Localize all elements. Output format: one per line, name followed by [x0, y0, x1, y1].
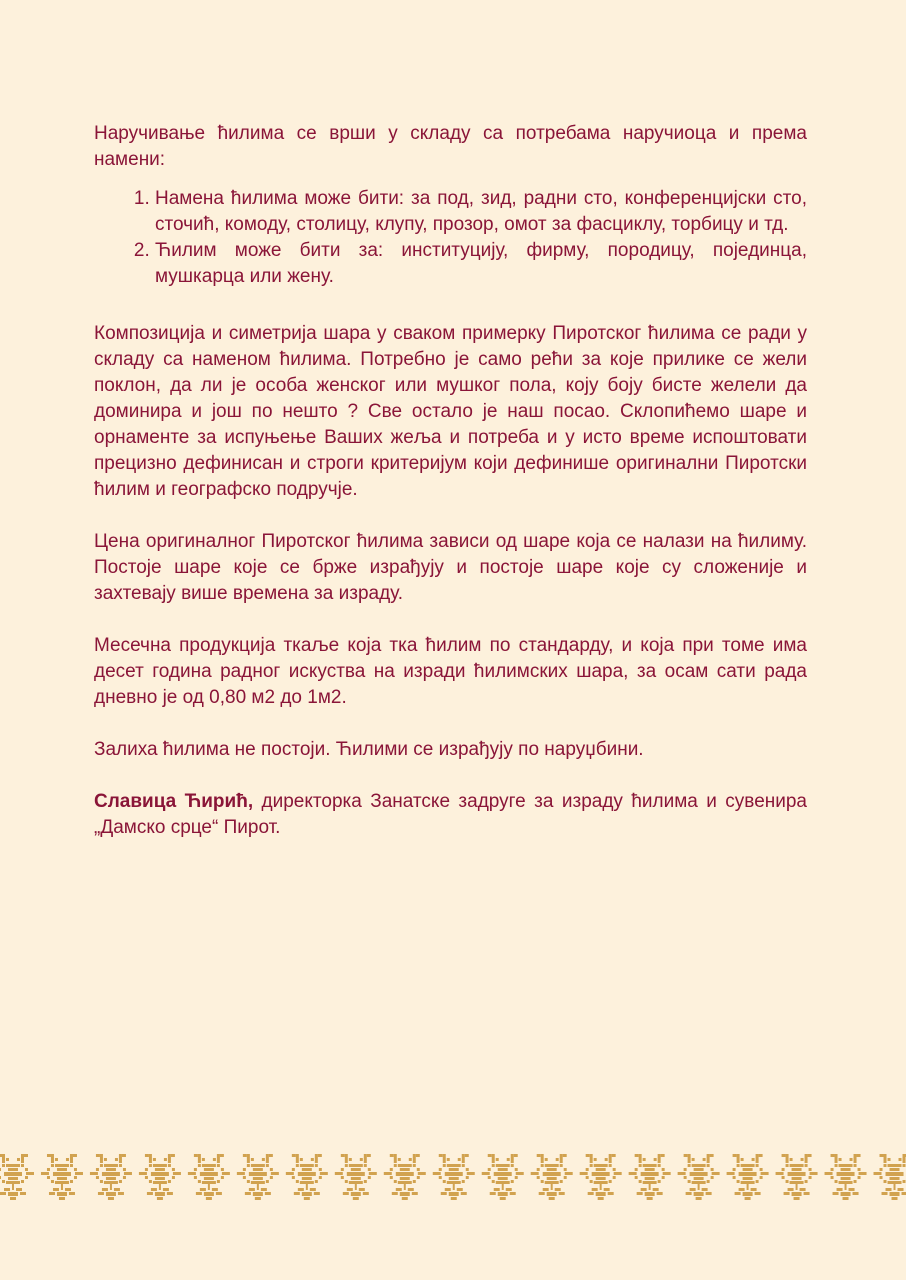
document-body: [94, 121, 807, 841]
pirot-kilim-motif-icon: [0, 1154, 34, 1200]
signature-paragraph: [94, 789, 807, 841]
list-item: 2. Ћилим може бити за: институцију, фирму, породицу, појединца, мушкарца или жену.: [155, 238, 807, 290]
purpose-list: [94, 186, 807, 290]
pirot-kilim-motif-icon: [335, 1154, 377, 1200]
pirot-kilim-motif-icon: [580, 1154, 622, 1200]
pirot-kilim-motif-icon: [678, 1154, 720, 1200]
price-paragraph: Цена оригиналног Пиротског ћилима зависи од шаре која се налази на ћилиму. Постоје шаре које се брже израђују и постоје шаре које су сложеније и захтевају више времена за израду.: [94, 531, 807, 604]
pirot-kilim-motif-icon: [188, 1154, 230, 1200]
pirot-kilim-motif-icon: [874, 1154, 906, 1200]
author-name: Славица Ћирић,: [94, 791, 254, 812]
stock-paragraph: Залиха ћилима не постоји. Ћилими се израђују по наруџбини.: [94, 739, 644, 760]
production-paragraph: Месечна продукција ткаље која тка ћилим по стандарду, и која при томе има десет година радног искуства на изради ћилимских шара, за осам сати рада дневно је од 0,80 м2 до 1м2.: [94, 635, 807, 708]
pirot-kilim-motif-icon: [776, 1154, 818, 1200]
pirot-kilim-motif-icon: [139, 1154, 181, 1200]
pirot-kilim-motif-icon: [629, 1154, 671, 1200]
pirot-kilim-motif-icon: [531, 1154, 573, 1200]
ornament-border: [0, 1150, 906, 1206]
pirot-kilim-motif-icon: [90, 1154, 132, 1200]
list-item: 1. Намена ћилима може бити: за под, зид, радни сто, конференцијски сто, сточић, комоду, столицу, клупу, прозор, омот за фасциклу, торбицу и тд.: [155, 186, 807, 238]
composition-paragraph: Композиција и симетрија шара у сваком примерку Пиротског ћилима се ради у складу са наменом ћилима. Потребно је само рећи за које прилике се жели поклон, да ли је особа женског или мушког пола, коју боју бисте желели да доминира и још по нешто ? Све остало је наш посао. Склопићемо шаре и орнаменте за испуњење Ваших жеља и потреба и у исто време испоштовати прецизно дефинисан и строги критеријум који дефинише оригинални Пиротски ћилим и географско подручје.: [94, 323, 807, 500]
pirot-kilim-motif-icon: [41, 1154, 83, 1200]
intro-paragraph: Наручивање ћилима се врши у складу са потребама наручиоца и према намени:: [94, 123, 807, 170]
pirot-kilim-motif-icon: [482, 1154, 524, 1200]
pirot-kilim-motif-icon: [384, 1154, 426, 1200]
author-title: директорка Занатске задруге за израду ћилима и сувенира „Дамско срце“ Пирот.: [94, 791, 807, 838]
pirot-kilim-motif-icon: [286, 1154, 328, 1200]
pirot-kilim-motif-icon: [727, 1154, 769, 1200]
pirot-kilim-motif-icon: [825, 1154, 867, 1200]
pirot-kilim-motif-icon: [433, 1154, 475, 1200]
pirot-kilim-motif-icon: [237, 1154, 279, 1200]
